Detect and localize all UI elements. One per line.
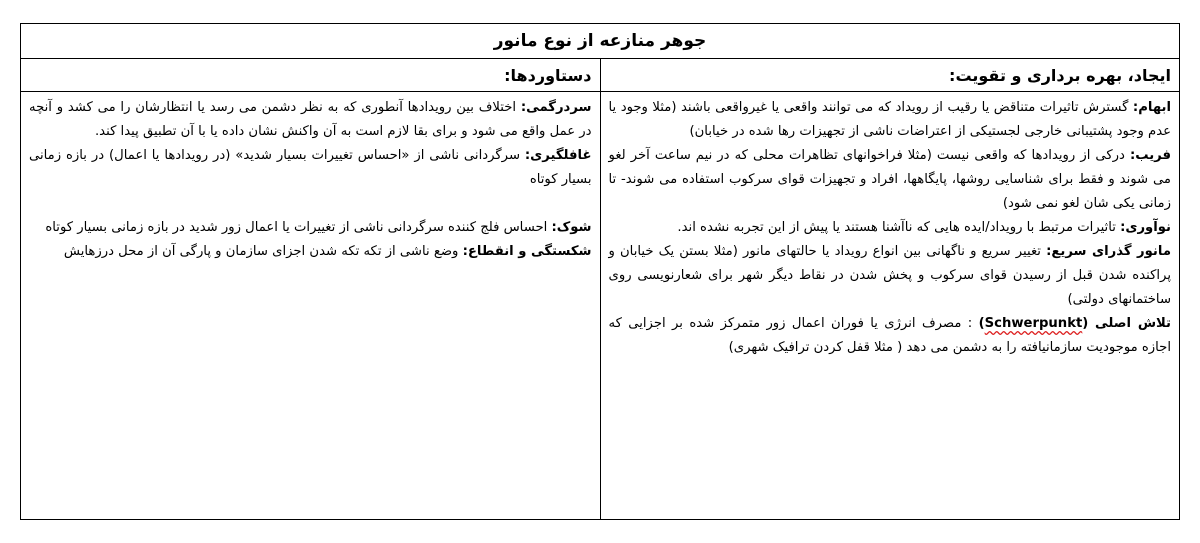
desc-fragmentation: وضع ناشی از تکه تکه شدن اجزای سازمان و پارگی آن از محل درزهایش [63,244,463,259]
term-shock: شوک: [551,220,592,235]
list-item-fragmentation [29,240,592,264]
term-ambiguity: ابهام: [1132,100,1171,115]
desc-surprise: سرگردانی ناشی از «احساس تغییرات بسیار شدید» (در رویدادها یا اعمال) در بازه زمانی بسیار کوتاه [29,148,592,187]
list-item-ambiguity [609,96,1172,144]
term-schwerpunkt: Schwerpunkt [984,316,1083,331]
header-achievements: دستاوردها: [21,59,601,92]
term-main-effort [979,316,1171,331]
desc-confusion: اختلاف بین رویدادها آنطوری که به نظر دشمن می رسد یا انتظارشان را می کشد و آنچه در عمل واقع می شود و برای بقا لازم است به آن واکنش نشان داده یا با آن تطبیق پیدا کند. [29,100,592,139]
term-main-effort-after: ) [978,316,985,331]
list-item-fast-transient [609,240,1172,312]
term-fast-transient: مانور گذرای سریع: [1046,244,1171,259]
list-item-main-effort [609,312,1172,360]
term-novelty: نوآوری: [1120,220,1171,235]
maneuver-conflict-table [20,23,1180,520]
spacer [29,192,592,216]
desc-fast-transient: تغییر سریع و ناگهانی بین انواع رویداد یا حالتهای مانور (مثلا بستن یک خیابان و پراکنده شدن قبل از رسیدن قوای سرکوب و پخش شدن در نقاط دیگر شهر برای شعارنویسی روی ساختمانهای دولتی) [608,244,1171,307]
term-confusion: سردرگمی: [520,100,592,115]
desc-ambiguity: گسترش تاثیرات متناقض یا رقیب از رویداد که می توانند واقعی یا غیرواقعی باشند (مثلا وجود یا عدم وجود پشتیبانی خارجی لجستیکی از اعتراضات ناشی از تجهیزات رها شده در خیابان) [608,100,1171,139]
desc-deception: درکی از رویدادها که واقعی نیست (مثلا فراخوانهای تظاهرات محلی که در نیم ساعت آخر لغو می شوند و فقط برای شناسایی روشها، پایگاهها، افراد و تجهیزات قوای سرکوب استفاده می شوند- تا زمانی یکی شان لغو نمی شود) [608,148,1171,211]
desc-novelty: تاثیرات مرتبط با رویداد/ایده هایی که ناآشنا هستند یا پیش از این تجربه نشده اند. [677,220,1121,235]
list-item-shock [29,216,592,240]
header-creation-exploitation: ایجاد، بهره برداری و تقویت: [600,59,1180,92]
list-item-novelty [609,216,1172,240]
term-surprise: غافلگیری: [524,148,592,163]
table-title: جوهر منازعه از نوع مانور [21,24,1180,59]
list-item-confusion [29,96,592,144]
term-fragmentation: شکستگی و انقطاع: [462,244,592,259]
desc-main-effort: : مصرف انرژی یا فوران اعمال زور متمرکز شده بر اجزایی که اجازه موجودیت سازمانیافته را به دشمن می دهد ( مثلا قفل کردن ترافیک شهری) [608,316,1171,355]
left-column-body [21,92,601,520]
list-item-surprise [29,144,592,192]
list-item-deception [609,144,1172,216]
desc-shock: احساس فلج کننده سرگردانی ناشی از تغییرات یا اعمال زور شدید در بازه زمانی بسیار کوتاه [45,220,552,235]
term-main-effort-before: تلاش اصلی ( [1082,316,1171,331]
term-deception: فریب: [1129,148,1171,163]
right-column-body [600,92,1180,520]
